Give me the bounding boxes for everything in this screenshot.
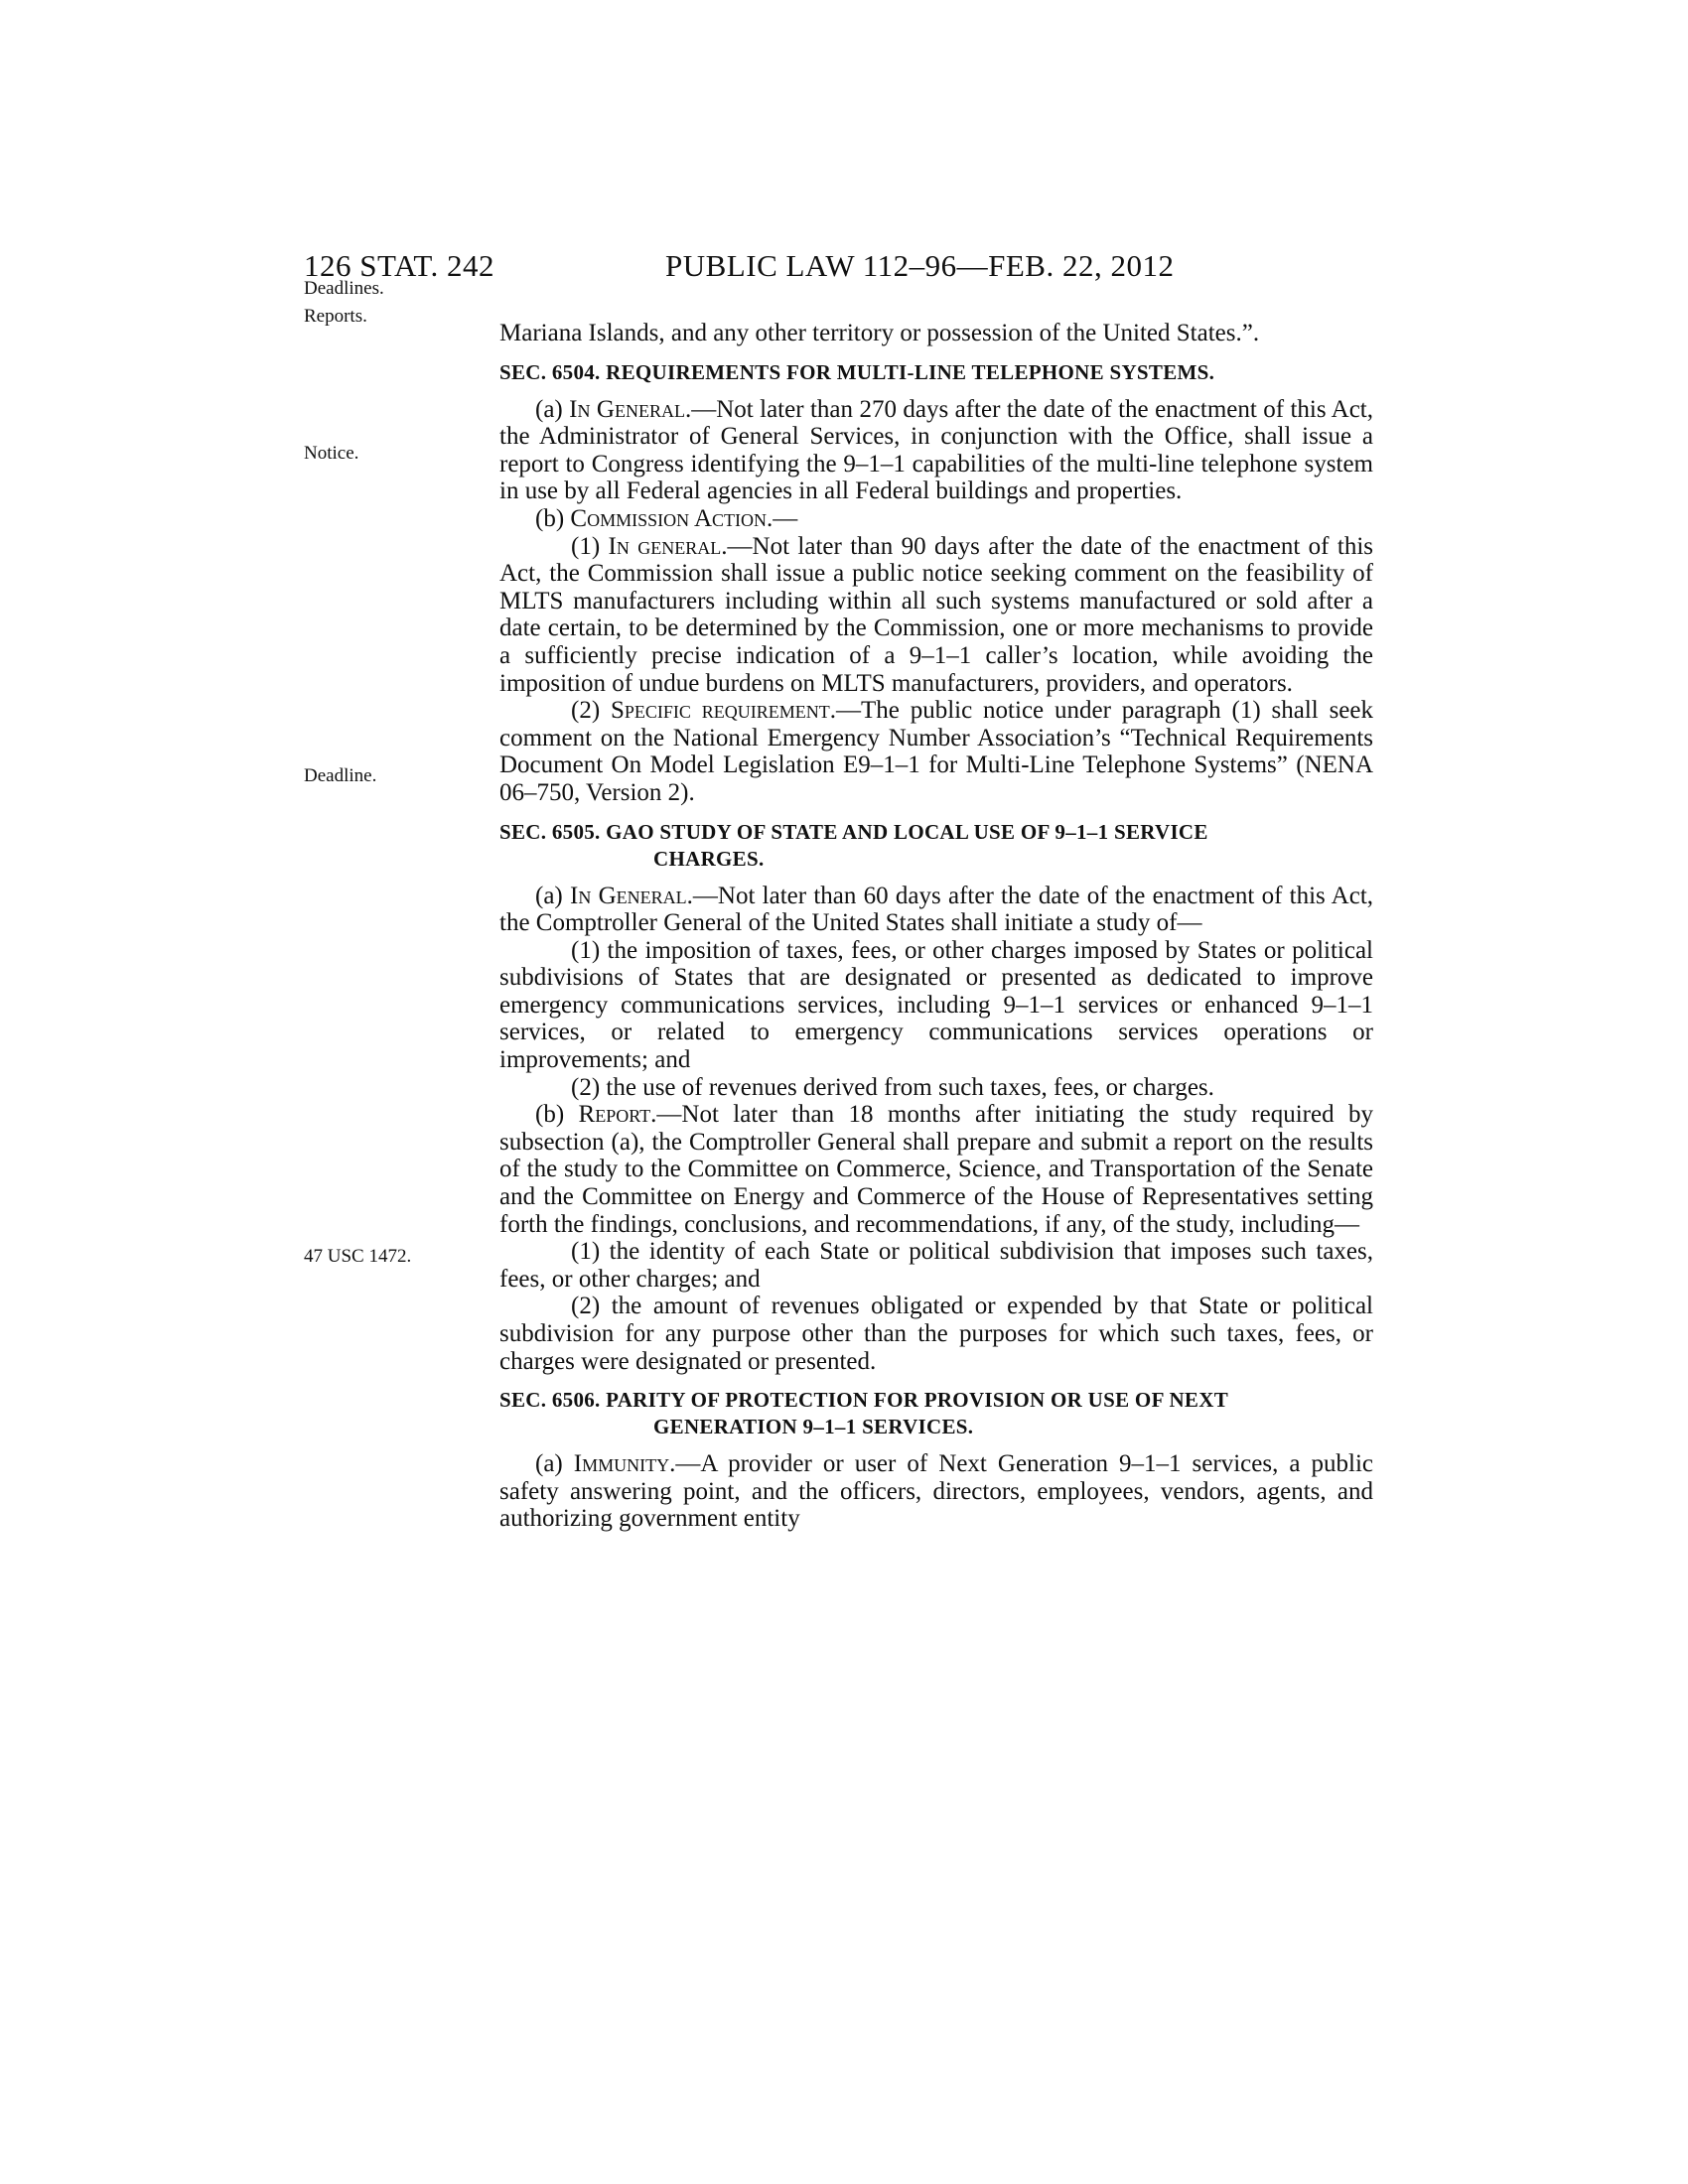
sec6505-paragraph-a1: (1) the imposition of taxes, fees, or other charges imposed by States or political subdivisions of States that are designated or presented as dedicated to improve emergency communications services, including 9–1–1 services or enhanced 9–1–1 services, or related to emergency communications services operations or improvements; and	[499, 936, 1373, 1074]
sec6504-paragraph-b1: (1) In general.—Not later than 90 days after the date of the enactment of this Act, the Commission shall issue a public notice seeking comment on the feasibility of MLTS manufacturers including within all such systems manufactured or sold after a date certain, to be determined by the Commission, one or more mechanisms to provide a sufficiently precise indication of a 9–1–1 caller’s location, while avoiding the imposition of undue burdens on MLTS manufacturers, providers, and operators.	[499, 532, 1374, 697]
margin-note-deadlines: Deadlines.	[304, 278, 384, 299]
page-stat-citation: 126 STAT. 242	[304, 248, 495, 283]
margin-note-usc: 47 USC 1472.	[304, 1246, 412, 1267]
section-heading-6506: SEC. 6506. PARITY OF PROTECTION FOR PROVISION OR USE OF NEXT GENERATION 9–1–1 SERVICES.	[499, 1388, 1229, 1439]
sec6506-subsection-a: (a) Immunity.—A provider or user of Next Generation 9–1–1 services, a public safety answering point, and the officers, directors, employees, vendors, agents, and authorizing government entity	[499, 1450, 1373, 1533]
body-text	[499, 320, 1373, 1533]
section-heading-6505: SEC. 6505. GAO STUDY OF STATE AND LOCAL USE OF 9–1–1 SERVICE CHARGES.	[499, 819, 1208, 871]
sec6505-paragraph-b2: (2) the amount of revenues obligated or expended by that State or political subdivision for any purpose other than the purposes for which such taxes, fees, or charges were designated or presented.	[499, 1293, 1373, 1375]
sec6505-subsection-b: (b) Report.—Not later than 18 months after initiating the study required by subsection (a), the Comptroller General shall prepare and submit a report on the results of the study to the Committee on Commerce, Science, and Transportation of the Senate and the Committee on Energy and Commerce of the House of Representatives setting forth the findings, conclusions, and recommendations, if any, of the study, including—	[499, 1101, 1373, 1238]
sec6505-subsection-a: (a) In General.—Not later than 60 days after the date of the enactment of this Act, the Comptroller General of the United States shall initiate a study of—	[499, 882, 1374, 937]
sec6505-paragraph-a2: (2) the use of revenues derived from such taxes, fees, or charges.	[571, 1073, 1214, 1101]
sec6505-paragraph-b1: (1) the identity of each State or political subdivision that imposes such taxes, fees, or other charges; and	[499, 1238, 1373, 1293]
margin-note-reports: Reports.	[304, 306, 367, 327]
margin-note-deadline: Deadline.	[304, 765, 377, 786]
carryover-text: Mariana Islands, and any other territory or possession of the United States.”.	[499, 320, 1260, 346]
margin-note-notice: Notice.	[304, 443, 359, 464]
section-heading-6504: SEC. 6504. REQUIREMENTS FOR MULTI-LINE TELEPHONE SYSTEMS.	[499, 359, 1215, 384]
sec6504-paragraph-b2: (2) Specific requirement.—The public notice under paragraph (1) shall seek comment on the National Emergency Number Association’s “Technical Requirements Document On Model Legislation E9–1–1 for Multi-Line Telephone Systems” (NENA 06–750, Version 2).	[499, 697, 1373, 806]
running-header: PUBLIC LAW 112–96—FEB. 22, 2012	[665, 248, 1175, 283]
sec6504-subsection-a: (a) In General.—Not later than 270 days after the date of the enactment of this Act, the Administrator of General Services, in conjunction with the Office, shall issue a report to Congress identifying the 9–1–1 capabilities of the multi-line telephone system in use by all Federal agencies in all Federal buildings and properties.	[499, 395, 1373, 505]
sec6504-subsection-b: (b) Commission Action.—	[535, 504, 798, 532]
